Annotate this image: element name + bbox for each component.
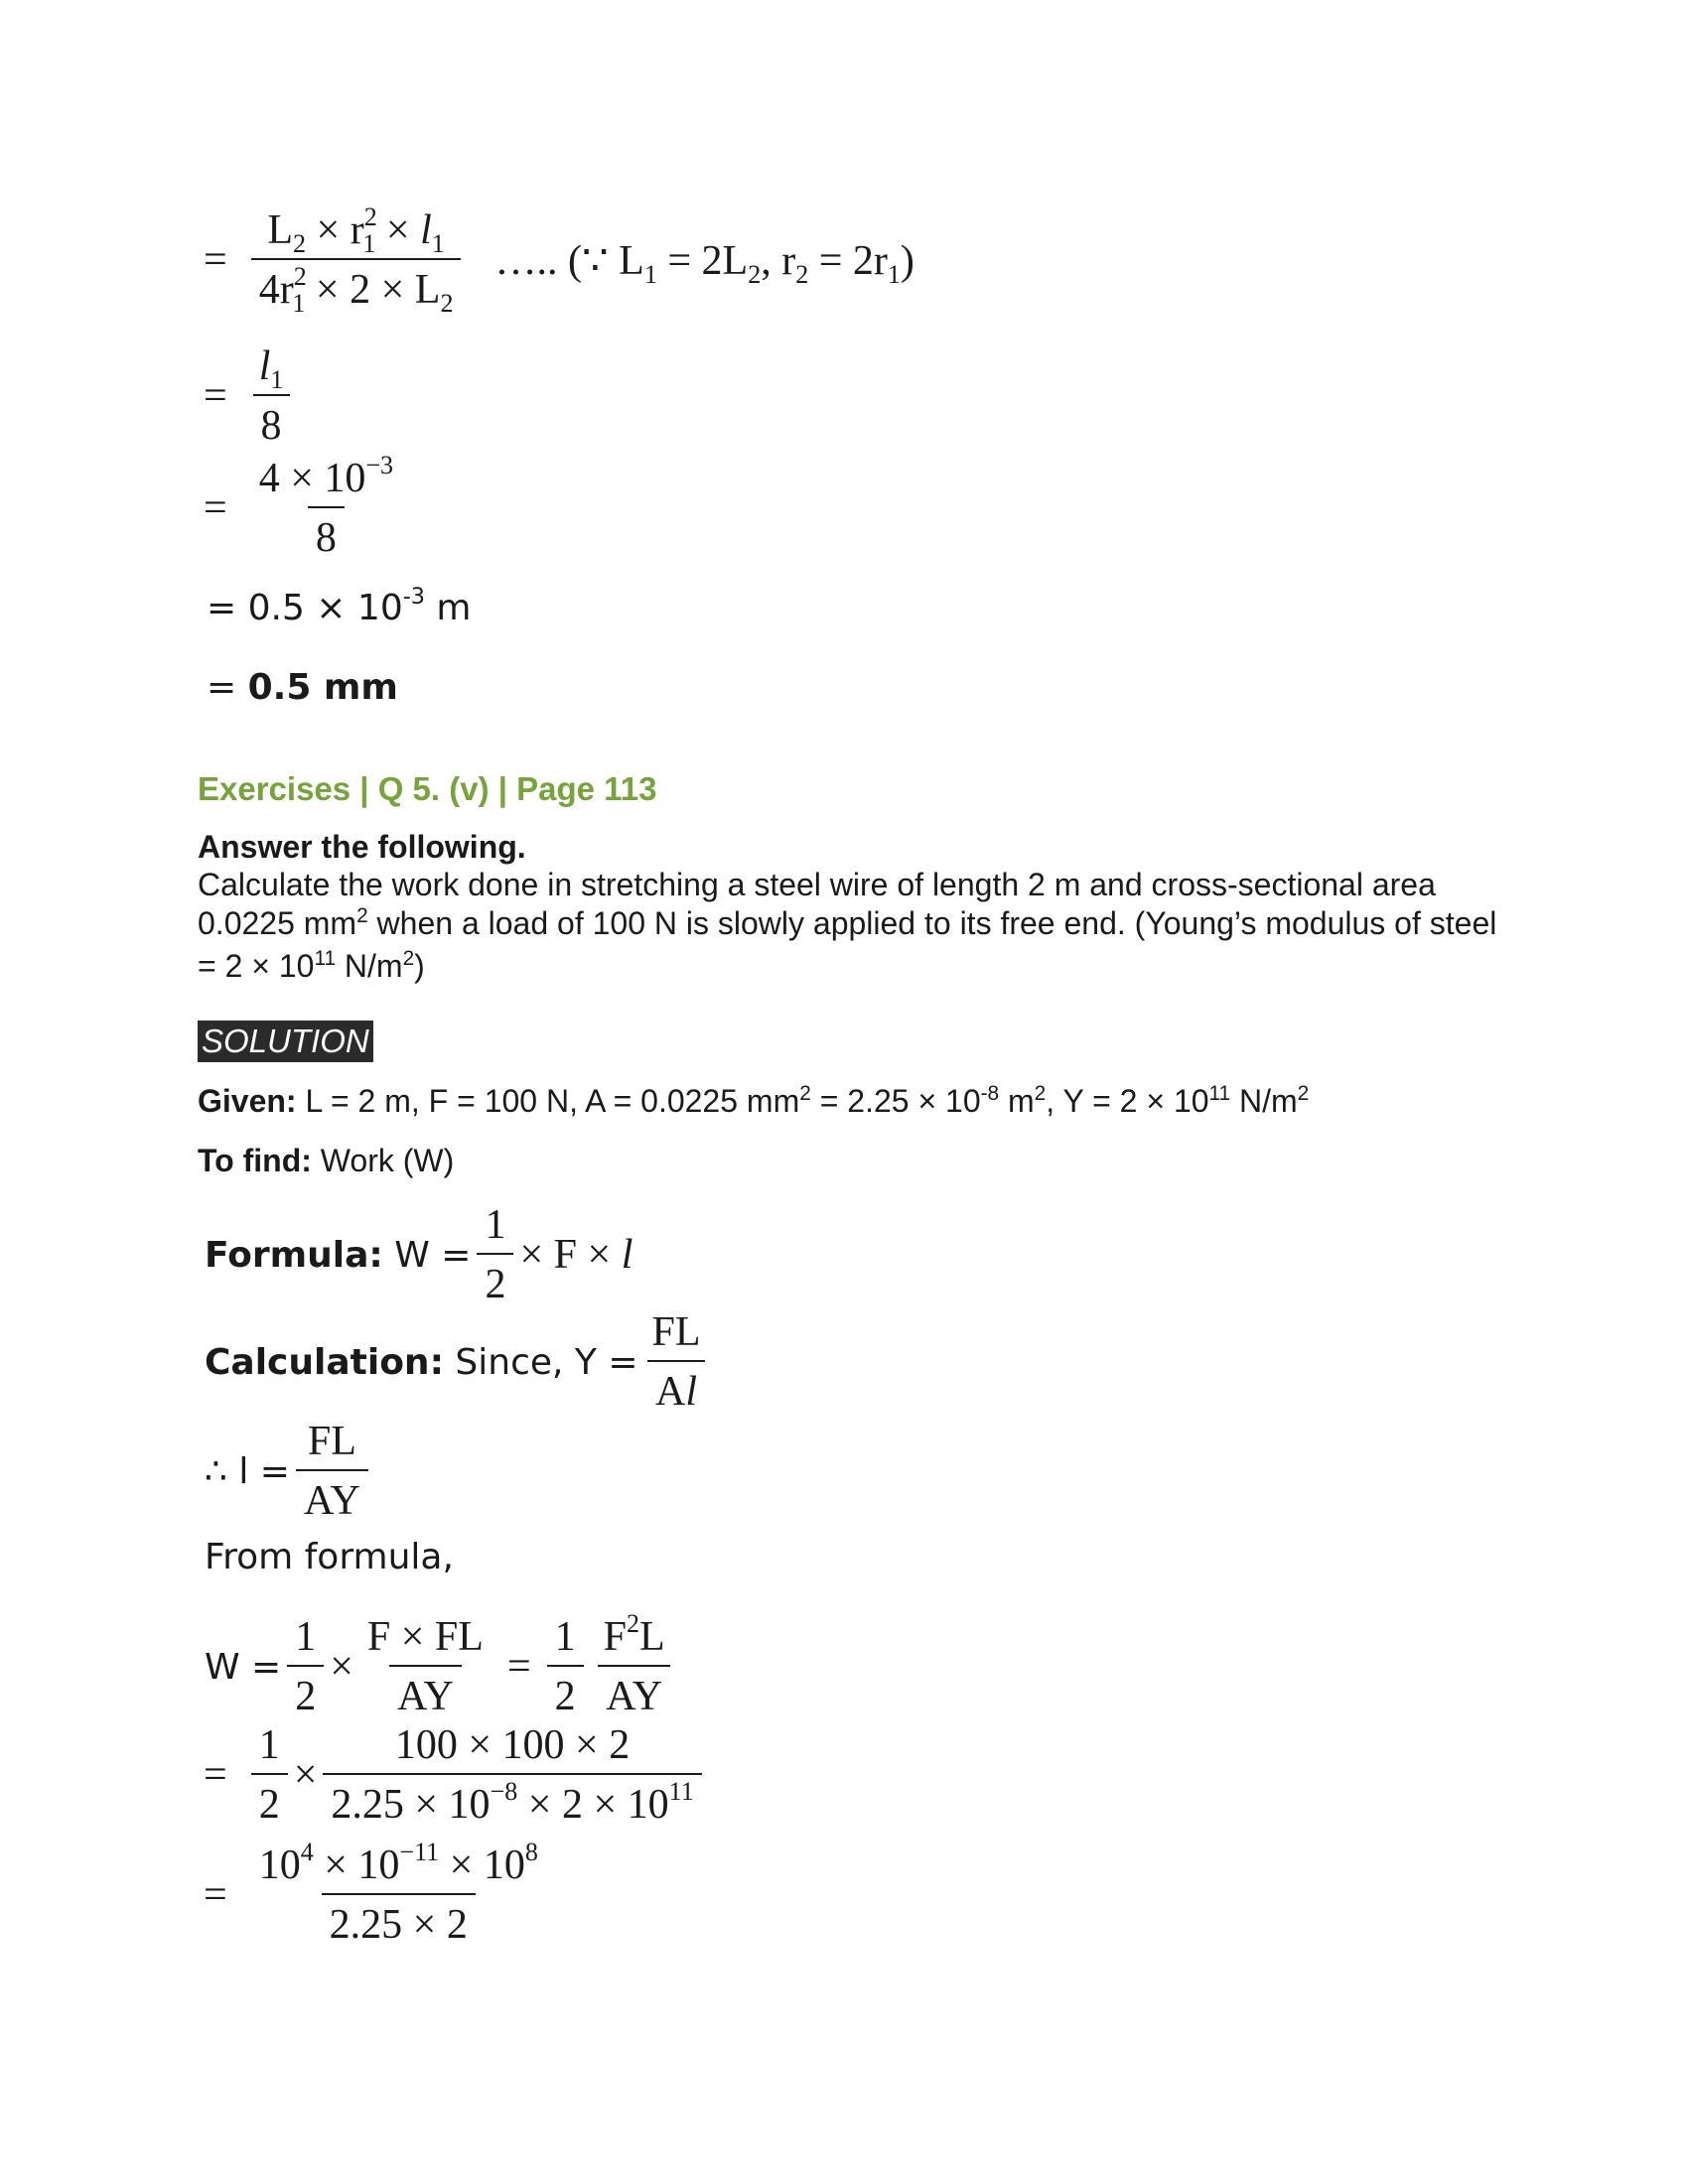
equals-sign: = (204, 237, 227, 283)
work-line-1: W = $\frac{1}{2}$ × $\frac{F \times FL}{AY}$ = $\frac{1}{2}$ $\frac{F^2L}{AY}$ (205, 1613, 679, 1720)
equals-sign: = (204, 1872, 227, 1918)
exercise-heading: Exercises | Q 5. (v) | Page 113 (198, 770, 657, 807)
derivation-line-4: = $0.5 \times 10^{-3}$ m (207, 584, 472, 628)
formula-line: Formula: W = $\frac{1}{2}$ × F × l (205, 1202, 633, 1307)
from-formula-text: From formula, (205, 1537, 454, 1577)
equals-sign: = (204, 485, 227, 531)
extension-fraction: $\frac{FL}{AY}$ (296, 1418, 368, 1525)
fraction-numerator: $L_2 \times r^2_1 \times l_1$ (267, 202, 445, 259)
work-line-2: = $\frac{1}{2}$ × $\frac{100 \times 100 \times 2}{2.25 \times 10^{-8} \times 2 \times 10^{11}}$ (204, 1721, 708, 1829)
calculation-label: Calculation: (205, 1341, 444, 1383)
derivation-result: = 0.5 mm (207, 667, 398, 708)
to-find-label: To find: (198, 1143, 312, 1178)
fraction-line-2: $\frac{l_1}{8}$ (251, 342, 292, 450)
given-label: Given: (198, 1083, 297, 1119)
formula-fraction: $\frac{1}{2}$ (477, 1201, 513, 1308)
condition-note: ….. (∵ $L_1 = 2L_2$, $r_2 = 2r_1$) (494, 238, 914, 290)
therefore-line: ∴ l = $\frac{FL}{AY}$ (205, 1418, 374, 1525)
youngs-modulus-fraction: $\frac{FL}{Al}$ (644, 1308, 709, 1416)
fraction-line-3: $\frac{4 \times 10^{-3}}{8}$ (258, 450, 394, 561)
derivation-line-1 (204, 202, 914, 319)
fraction-line-1 (251, 202, 462, 319)
given-line: Given: L = 2 m, F = 100 N, A = 0.0225 $mm^2 = 2.25 \times 10^{-8}$ $m^2$, $Y = 2 \times 10^{11}$ $N/m^2$ (198, 1081, 1310, 1119)
work-line-3: = $\frac{10^4 \times 10^{-11} \times 10^8}{2.25 \times 2}$ (204, 1837, 538, 1948)
equals-sign: = (204, 373, 227, 419)
formula-label: Formula: (205, 1234, 383, 1276)
fraction-denominator: $4r^2_1 \times 2 \times L_2$ (251, 258, 462, 314)
derivation-line-2 (204, 342, 297, 450)
question-text: Calculate the work done in stretching a steel wire of length 2 m and cross-sectional area 0.0225 $mm^2$ when a load of 100 N is slowly applied to its free end. (Young’s modulus of steel = $2 \times 10^{11}$ $N/m^2$) (198, 867, 1497, 984)
instruction: Answer the following. (198, 829, 526, 865)
equals-sign: = (204, 1752, 227, 1798)
solution-label: SOLUTION (198, 1021, 373, 1062)
result-value: 0.5 mm (247, 667, 398, 708)
derivation-line-3 (204, 450, 407, 562)
calculation-line: Calculation: Since, Y = $\frac{FL}{Al}$ (205, 1308, 715, 1416)
to-find-line: To find: Work (W) (198, 1143, 455, 1178)
